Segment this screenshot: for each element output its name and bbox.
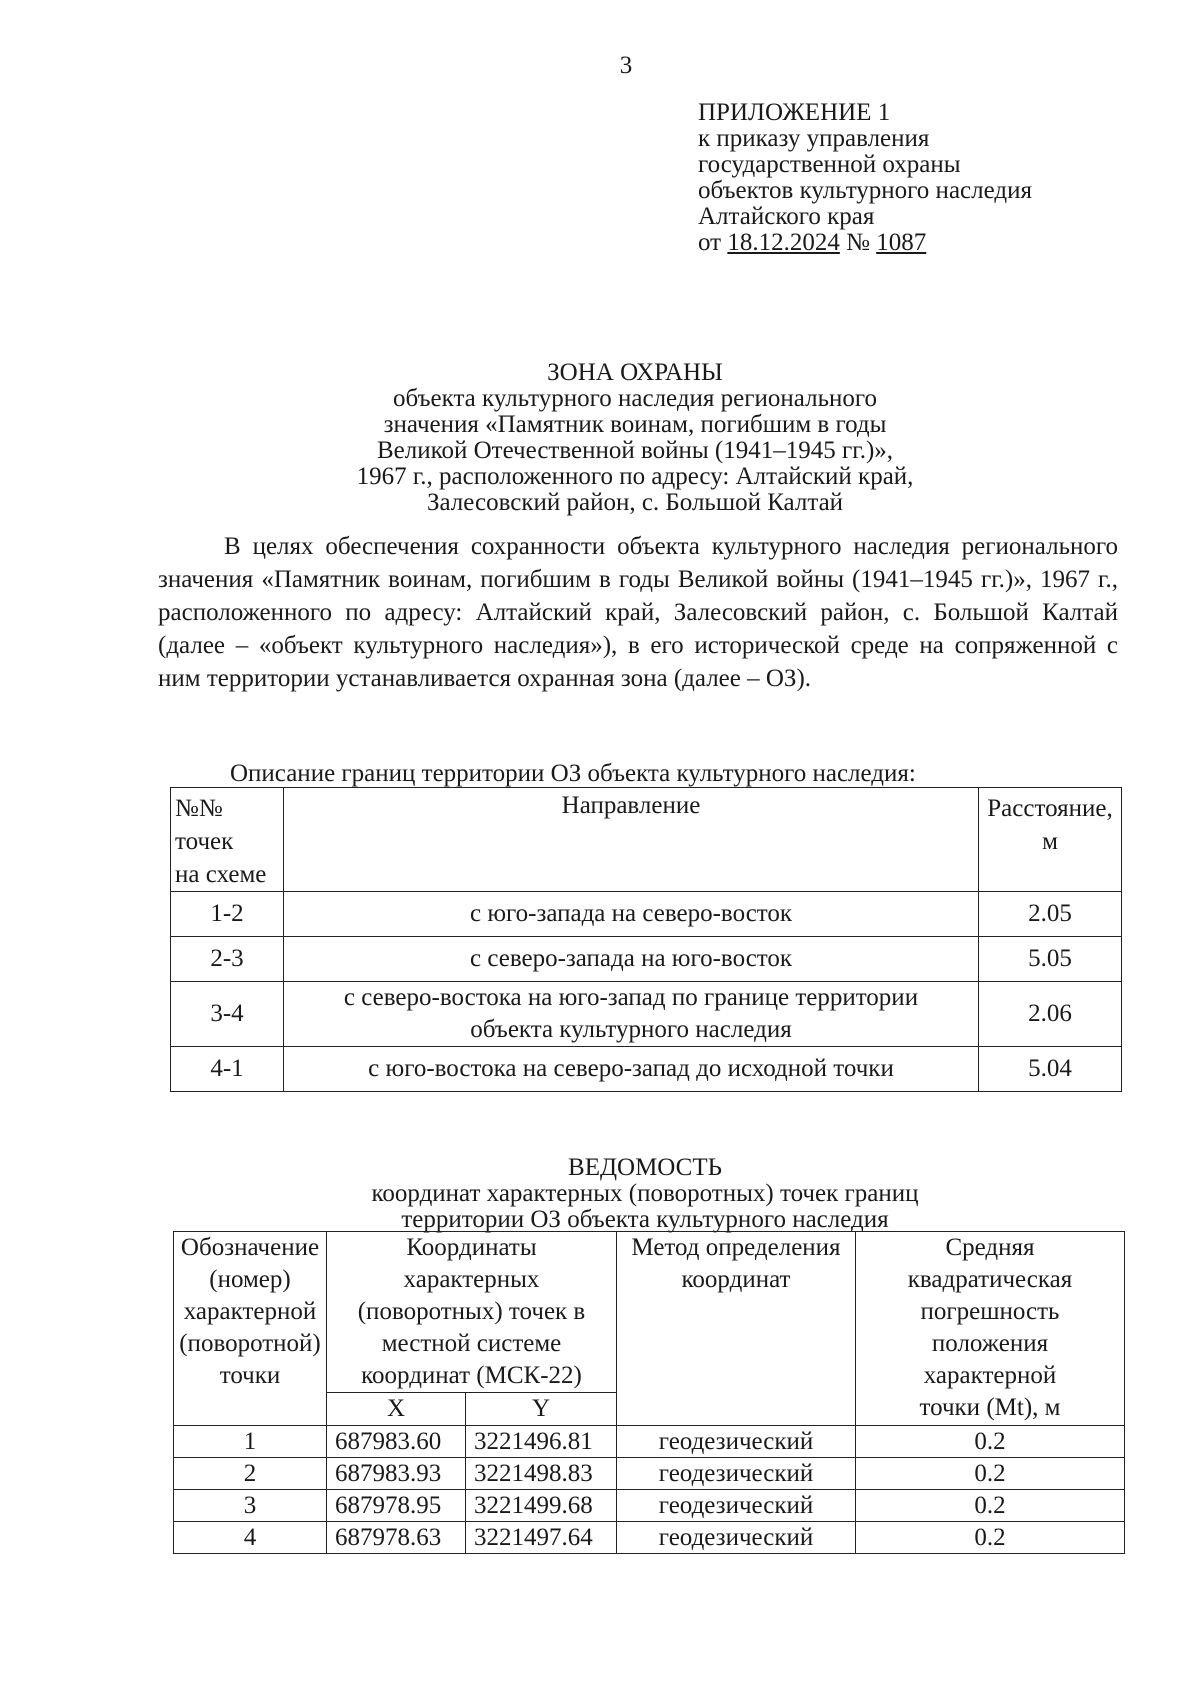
direction-cell: с юго-востока на северо-запад до исходной точки <box>284 1047 979 1092</box>
zone-title: ЗОНА ОХРАНЫ <box>547 359 723 386</box>
y-cell: 3221496.81 <box>466 1426 617 1458</box>
points-header-line: на схеме <box>175 861 267 888</box>
method-cell: геодезический <box>617 1458 856 1490</box>
zone-heading <box>0 360 1200 516</box>
error-cell: 0.2 <box>856 1490 1125 1522</box>
header-line: координат (МСК-22) <box>361 1362 582 1389</box>
statement-title: ВЕДОМОСТЬ <box>568 1154 722 1181</box>
direction-header: Направление <box>284 788 979 892</box>
table-row <box>171 892 1122 937</box>
x-cell: 687978.95 <box>327 1490 466 1522</box>
zone-subtitle-line: значения «Памятник воинам, погибшим в годы <box>383 411 887 438</box>
y-cell: 3221497.64 <box>466 1522 617 1554</box>
distance-header-line: м <box>1042 828 1058 855</box>
header-line: (номер) <box>209 1266 291 1293</box>
error-cell: 0.2 <box>856 1522 1125 1554</box>
header-line: характерных <box>403 1266 540 1293</box>
x-header: X <box>327 1393 466 1426</box>
table-row <box>171 1047 1122 1092</box>
header-line: Обозначение <box>180 1234 320 1261</box>
table-row <box>174 1522 1125 1554</box>
points-cell: 3-4 <box>171 982 284 1047</box>
boundaries-caption: Описание границ территории ОЗ объекта культурного наследия: <box>230 760 916 787</box>
header-line: координат <box>681 1266 791 1293</box>
direction-line: с северо-востока на юго-запад по границе территории <box>343 984 919 1011</box>
points-cell: 2-3 <box>171 937 284 982</box>
error-cell: 0.2 <box>856 1426 1125 1458</box>
appendix-line: к приказу управления <box>698 125 930 152</box>
appendix-line: государственной охраны <box>698 151 961 178</box>
points-header-line: точек <box>175 828 234 855</box>
distance-cell: 5.04 <box>979 1047 1122 1092</box>
table-row <box>174 1490 1125 1522</box>
appendix-header <box>698 100 1032 256</box>
distance-cell: 2.05 <box>979 892 1122 937</box>
distance-cell: 5.05 <box>979 937 1122 982</box>
header-line: точки (Mt), м <box>919 1394 1061 1421</box>
header-line: Метод определения <box>631 1234 841 1261</box>
y-cell: 3221499.68 <box>466 1490 617 1522</box>
points-header <box>171 788 284 892</box>
distance-cell: 2.06 <box>979 982 1122 1047</box>
header-line: положения <box>931 1330 1049 1357</box>
table-row <box>174 1426 1125 1458</box>
coordinates-table <box>173 1231 1125 1554</box>
direction-cell <box>284 982 979 1047</box>
appendix-date-line <box>698 230 1032 256</box>
number-prefix: № <box>846 229 870 256</box>
method-cell: геодезический <box>617 1426 856 1458</box>
table-row <box>171 937 1122 982</box>
header-line: характерной <box>183 1298 317 1325</box>
header-line: погрешность <box>920 1298 1060 1325</box>
zone-subtitle-line: объекта культурного наследия регионального <box>393 385 877 412</box>
appendix-title: ПРИЛОЖЕНИЕ 1 <box>698 99 891 126</box>
boundaries-table <box>170 787 1122 1092</box>
error-cell: 0.2 <box>856 1458 1125 1490</box>
method-cell: геодезический <box>617 1490 856 1522</box>
method-cell: геодезический <box>617 1522 856 1554</box>
points-header-line: №№ <box>175 795 223 822</box>
coordinates-header <box>327 1232 617 1393</box>
intro-paragraph: В целях обеспечения сохранности объекта культурного наследия регионального значения «Памятник воинам, погибшим в годы Великой войны (1941–1945 гг.)», 1967 г., расположенного по адресу: Алтайский край, Залесовский район, с. Большой Калтай (далее – «объект культурного наследия»), в его исторической среде на сопряженной с ним территории устанавливается охранная зона (далее – ОЗ). <box>158 533 1118 692</box>
distance-header-line: Расстояние, <box>987 795 1113 822</box>
header-line: точки <box>219 1362 281 1389</box>
direction-line: объекта культурного наследия <box>470 1016 792 1043</box>
point-cell: 2 <box>174 1458 327 1490</box>
table-header-row <box>171 788 1122 892</box>
header-line: (поворотной) <box>179 1330 321 1357</box>
distance-header <box>979 788 1122 892</box>
statement-subtitle-line: территории ОЗ объекта культурного наследия <box>401 1206 889 1233</box>
order-number: 1087 <box>876 229 927 256</box>
order-date: 18.12.2024 <box>727 229 840 256</box>
date-prefix: от <box>698 229 722 256</box>
page-number: 3 <box>619 52 633 79</box>
points-cell: 4-1 <box>171 1047 284 1092</box>
x-cell: 687983.60 <box>327 1426 466 1458</box>
y-header: Y <box>466 1393 617 1426</box>
y-cell: 3221498.83 <box>466 1458 617 1490</box>
method-header <box>617 1232 856 1426</box>
header-line: квадратическая <box>907 1266 1073 1293</box>
point-cell: 3 <box>174 1490 327 1522</box>
error-header <box>856 1232 1125 1426</box>
header-line: Координаты <box>406 1234 537 1261</box>
header-line: характерной <box>923 1362 1057 1389</box>
statement-subtitle-line: координат характерных (поворотных) точек границ <box>371 1180 919 1207</box>
header-line: Средняя <box>945 1234 1035 1261</box>
table-header-row <box>174 1232 1125 1393</box>
designation-header <box>174 1232 327 1426</box>
statement-heading <box>0 1155 1200 1233</box>
direction-cell: с юго-запада на северо-восток <box>284 892 979 937</box>
table-row <box>174 1458 1125 1490</box>
point-cell: 1 <box>174 1426 327 1458</box>
zone-subtitle-line: 1967 г., расположенного по адресу: Алтайский край, <box>356 463 914 490</box>
x-cell: 687983.93 <box>327 1458 466 1490</box>
x-cell: 687978.63 <box>327 1522 466 1554</box>
direction-cell: с северо-запада на юго-восток <box>284 937 979 982</box>
appendix-line: Алтайского края <box>698 203 875 230</box>
header-line: (поворотных) точек в <box>357 1298 586 1325</box>
zone-subtitle-line: Залесовский район, с. Большой Калтай <box>426 489 844 516</box>
points-cell: 1-2 <box>171 892 284 937</box>
point-cell: 4 <box>174 1522 327 1554</box>
appendix-line: объектов культурного наследия <box>698 177 1032 204</box>
table-row <box>171 982 1122 1047</box>
header-line: местной системе <box>381 1330 562 1357</box>
zone-subtitle-line: Великой Отечественной войны (1941–1945 гг.)», <box>376 437 894 464</box>
